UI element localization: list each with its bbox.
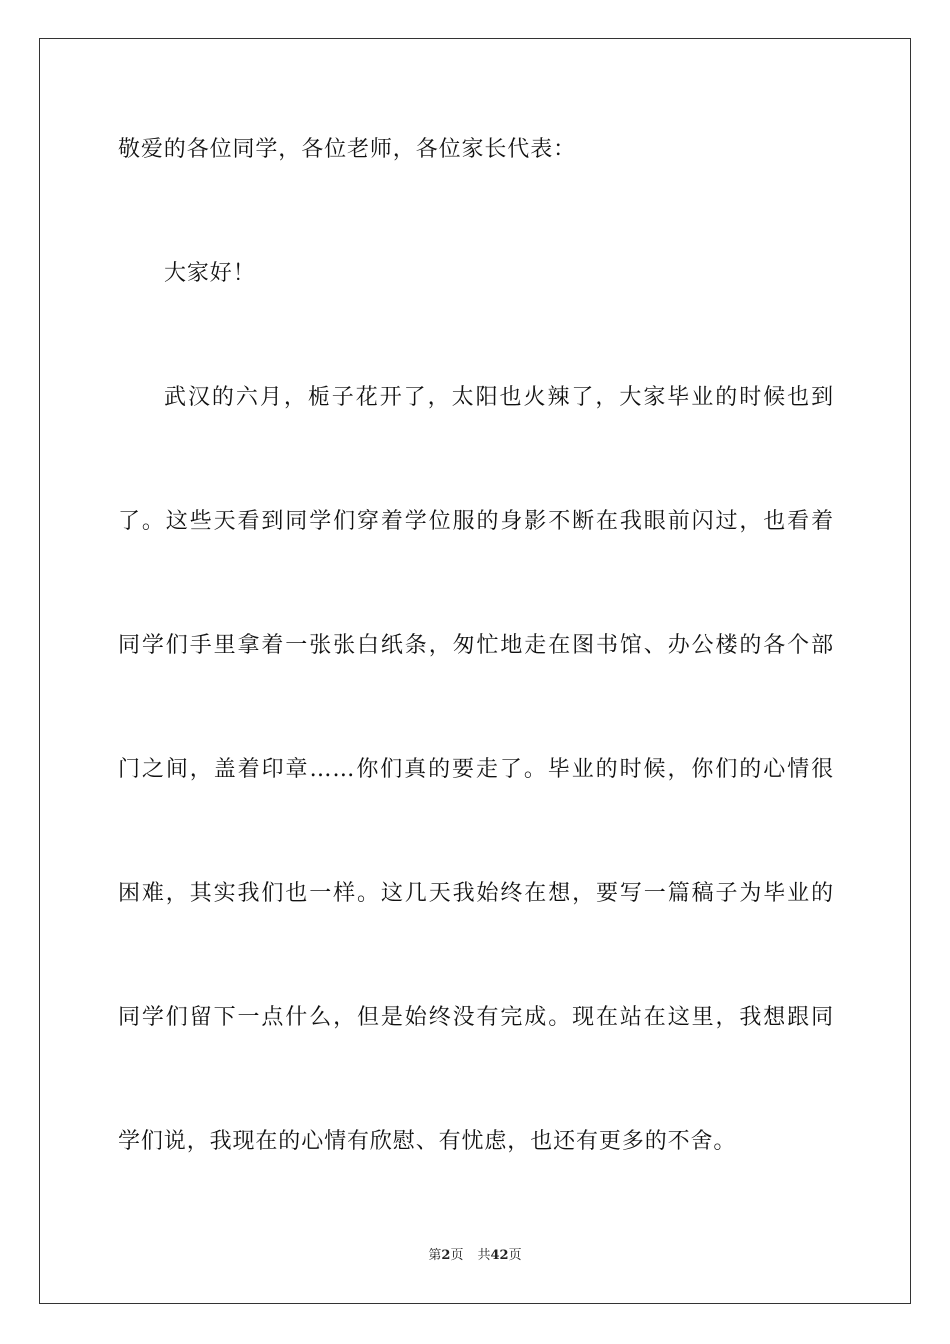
total-pages-number: 42 [490, 1248, 509, 1263]
paragraph-line: 了。这些天看到同学们穿着学位服的身影不断在我眼前闪过，也看着 [118, 509, 834, 534]
paragraph-line: 同学们留下一点什么，但是始终没有完成。现在站在这里，我想跟同 [118, 1005, 834, 1030]
paragraph-line: 门之间，盖着印章……你们真的要走了。毕业的时候，你们的心情很 [118, 757, 834, 782]
salutation: 敬爱的各位同学，各位老师，各位家长代表： [118, 137, 577, 162]
total-label-suffix: 页 [508, 1248, 522, 1263]
page-frame [39, 38, 911, 1304]
paragraph-line: 武汉的六月，栀子花开了，太阳也火辣了，大家毕业的时候也到 [164, 385, 834, 410]
paragraph-line: 同学们手里拿着一张张白纸条，匆忙地走在图书馆、办公楼的各个部 [118, 633, 834, 658]
page-label-prefix: 第 [428, 1248, 442, 1263]
page-label-suffix: 页 [450, 1248, 464, 1263]
page-footer [0, 1247, 950, 1265]
paragraph-line: 困难，其实我们也一样。这几天我始终在想，要写一篇稿子为毕业的 [118, 881, 834, 906]
current-page-number: 2 [441, 1248, 451, 1263]
paragraph-line-last: 学们说，我现在的心情有欣慰、有忧虑，也还有更多的不舍。 [118, 1129, 737, 1154]
total-label-prefix: 共 [477, 1248, 491, 1263]
greeting: 大家好！ [164, 261, 256, 286]
